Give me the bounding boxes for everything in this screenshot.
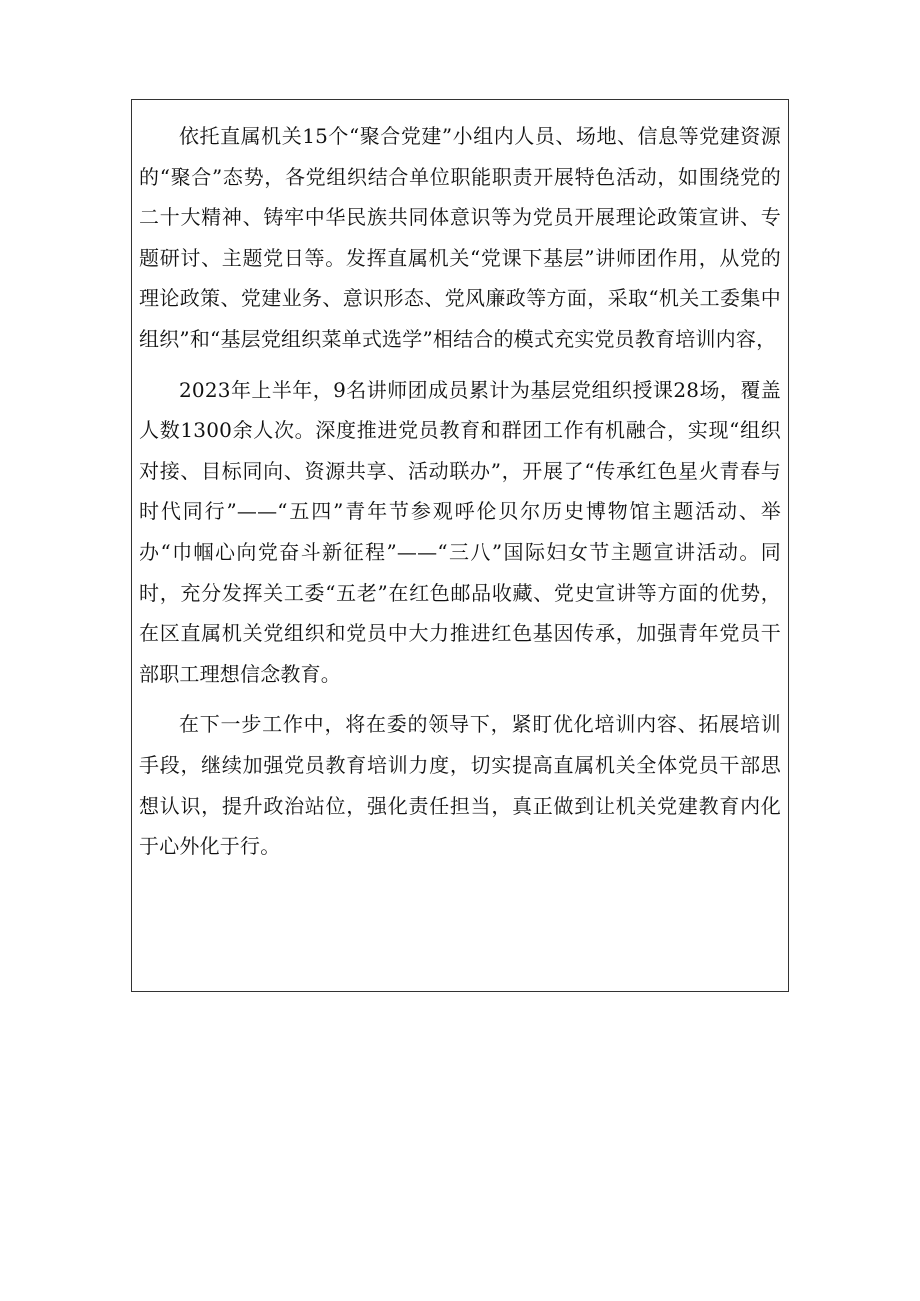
bordered-text-box — [131, 99, 789, 992]
paragraph-first-half-2023: 2023年上半年，9名讲师团成员累计为基层党组织授课28场，覆盖人数1300余人次。深度推进党员教育和群团工作有机融合，实现“组织对接、目标同向、资源共享、活动联办”，开展了“传承红色星火青春与时代同行”——“五四”青年节参观呼伦贝尔历史博物馆主题活动、举办“巾帼心向党奋斗新征程”——“三八”国际妇女节主题宣讲活动。同时，充分发挥关工委“五老”在红色邮品收藏、党史宣讲等方面的优势，在区直属机关党组织和党员中大力推进红色基因传承，加强青年党员干部职工理想信念教育。 — [139, 377, 781, 686]
paragraph-party-building-resources: 依托直属机关15个“聚合党建”小组内人员、场地、信息等党建资源的“聚合”态势，各党组织结合单位职能职责开展特色活动，如围绕党的二十大精神、铸牢中华民族共同体意识等为党员开展理论政策宣讲、专题研讨、主题党日等。发挥直属机关“党课下基层”讲师团作用，从党的理论政策、党建业务、意识形态、党风廉政等方面，采取“机关工委集中组织”和“基层党组织菜单式选学”相结合的模式充实党员教育培训内容， — [139, 124, 781, 351]
paragraph-next-steps: 在下一步工作中，将在委的领导下，紧盯优化培训内容、拓展培训手段，继续加强党员教育培训力度，切实提高直属机关全体党员干部思想认识，提升政治站位，强化责任担当，真正做到让机关党建教育内化于心外化于行。 — [139, 712, 781, 859]
